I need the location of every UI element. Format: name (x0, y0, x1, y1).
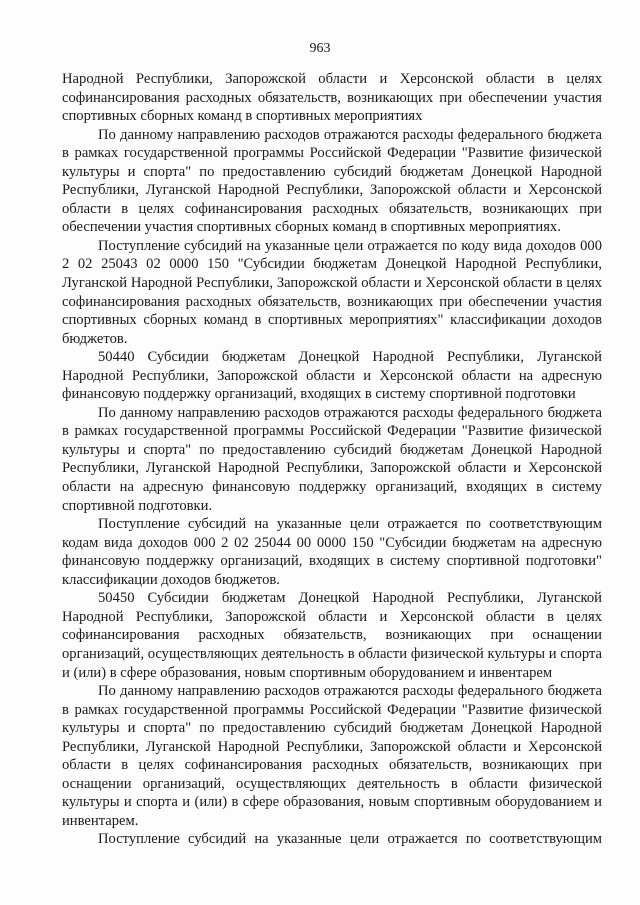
paragraph-expenses-50450: По данному направлению расходов отражаются расходы федерального бюджета в рамках государственной программы Российской Федерации "Развитие физической культуры и спорта" по предоставлению субсидий бюджетам Донецкой Народной Республики, Луганской Народной Республики, Запорожской области и Херсонской области в целях софинансирования расходных обязательств, возникающих при оснащении организаций, осуществляющих деятельность в области физической культуры и спорта и (или) в сфере образования, новым спортивным оборудованием и инвентарем. (62, 683, 602, 829)
paragraph-continuation: Народной Республики, Запорожской области и Херсонской области в целях софинансирования расходных обязательств, возникающих при обеспечении участия спортивных сборных команд в спортивных мероприятиях (62, 71, 602, 125)
document-body (62, 70, 602, 849)
paragraph-income-50430: Поступление субсидий на указанные цели отражается по коду вида доходов 000 2 02 25043 02 0000 150 "Субсидии бюджетам Донецкой Народной Республики, Луганской Народной Республики, Запорожской области и Херсонской области в целях софинансирования расходных обязательств, возникающих при обеспечении участия спортивных сборных команд в спортивных мероприятиях" классификации доходов бюджетов. (62, 237, 602, 347)
paragraph-income-50450: Поступление субсидий на указанные цели отражается по соответствующим (98, 831, 602, 848)
paragraph-expenses-50430: По данному направлению расходов отражаются расходы федерального бюджета в рамках государственной программы Российской Федерации "Развитие физической культуры и спорта" по предоставлению субсидий бюджетам Донецкой Народной Республики, Луганской Народной Республики, Запорожской области и Херсонской области в целях софинансирования расходных обязательств, возникающих при обеспечении участия спортивных сборных команд в спортивных мероприятиях. (62, 126, 602, 236)
paragraph-heading-50440: 50440 Субсидии бюджетам Донецкой Народной Республики, Луганской Народной Республики, Запорожской области и Херсонской области на адресную финансовую поддержку организаций, входящих в систему спортивной подготовки (62, 349, 602, 403)
paragraph-heading-50450: 50450 Субсидии бюджетам Донецкой Народной Республики, Луганской Народной Республики, Запорожской области и Херсонской области в целях софинансирования расходных обязательств, возникающих при оснащении организаций, осуществляющих деятельность в области физической культуры и спорта и (или) в сфере образования, новым спортивным оборудованием и инвентарем (62, 590, 602, 681)
paragraph-expenses-50440: По данному направлению расходов отражаются расходы федерального бюджета в рамках государственной программы Российской Федерации "Развитие физической культуры и спорта" по предоставлению субсидий бюджетам Донецкой Народной Республики, Луганской Народной Республики, Запорожской области и Херсонской области на адресную финансовую поддержку организаций, входящих в систему спортивной подготовки. (62, 404, 602, 514)
page-number: 963 (309, 41, 331, 56)
paragraph-income-50440: Поступление субсидий на указанные цели отражается по соответствующим кодам вида доходов 000 2 02 25044 00 0000 150 "Субсидии бюджетам на адресную финансовую поддержку организаций, входящих в систему спортивной подготовки" классификации доходов бюджетов. (62, 516, 602, 588)
